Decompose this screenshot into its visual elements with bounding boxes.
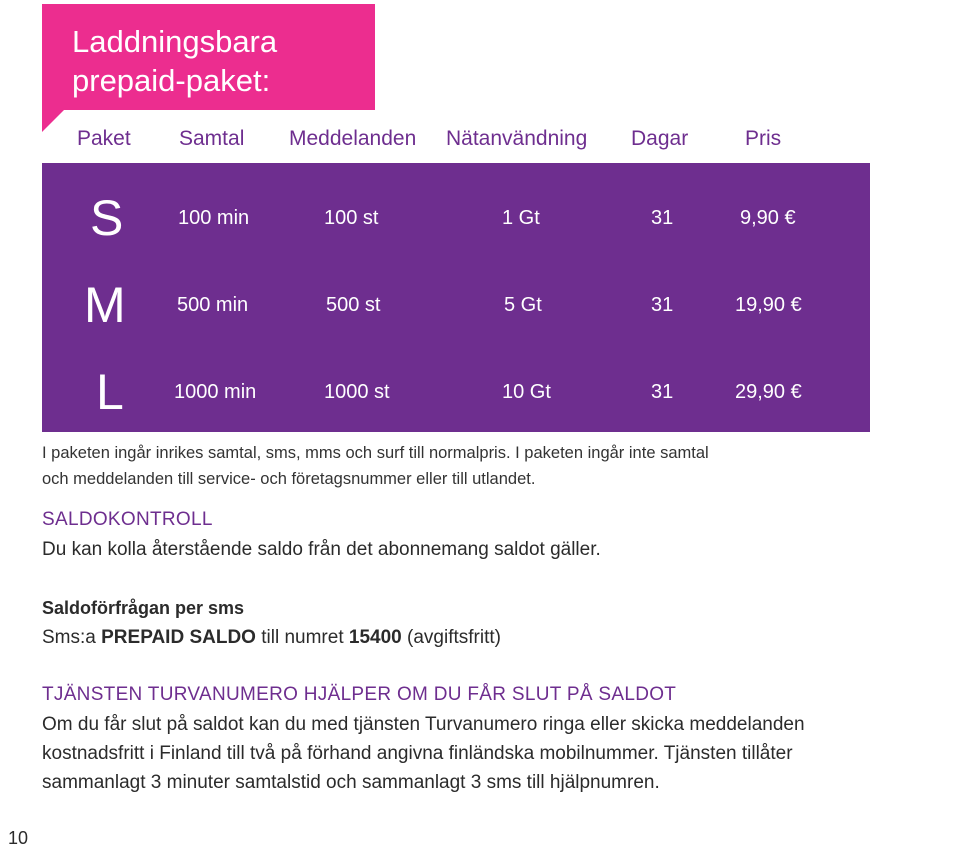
package-s-calls: 100 min (178, 207, 250, 229)
saldo-sms-instruction (42, 627, 501, 649)
package-m-label: M (84, 277, 126, 333)
package-m-price: 19,90 € (735, 294, 802, 316)
sms-number: 15400 (348, 627, 402, 648)
saldo-text: Du kan kolla återstående saldo från det abonnemang saldot gäller. (42, 539, 601, 560)
fineprint-line-2: och meddelanden till service- och företagsnummer eller till utlandet. (42, 470, 536, 488)
page-number: 10 (8, 828, 29, 848)
header-messages: Meddelanden (289, 127, 417, 150)
package-s-label: S (90, 190, 124, 246)
package-l-calls: 1000 min (174, 381, 257, 403)
header-days: Dagar (631, 127, 689, 150)
turva-heading: TJÄNSTEN TURVANUMERO HJÄLPER OM DU FÅR SLUT PÅ SALDOT (42, 684, 677, 705)
header-package: Paket (77, 127, 131, 150)
sms-middle: till numret (255, 627, 349, 648)
package-m-messages: 500 st (326, 294, 381, 316)
saldo-heading: SALDOKONTROLL (42, 509, 213, 530)
turva-line-3: sammanlagt 3 minuter samtalstid och sammanlagt 3 sms till hjälpnumren. (42, 772, 660, 793)
title-line-1: Laddningsbara (72, 24, 278, 59)
title-box (42, 4, 375, 110)
package-m-calls: 500 min (177, 294, 249, 316)
header-calls: Samtal (179, 127, 245, 150)
fineprint-line-1: I paketen ingår inrikes samtal, sms, mms och surf till normalpris. I paketen ingår inte samtal (42, 444, 709, 462)
package-m-days: 31 (651, 294, 674, 316)
turva-line-2: kostnadsfritt i Finland till två på förhand angivna finländska mobilnummer. Tjänsten tillåter (42, 743, 793, 764)
package-s-data: 1 Gt (502, 207, 540, 229)
package-l-data: 10 Gt (502, 381, 551, 403)
package-l-messages: 1000 st (324, 381, 390, 403)
package-m-data: 5 Gt (504, 294, 542, 316)
package-l-days: 31 (651, 381, 674, 403)
header-price: Pris (745, 127, 782, 150)
header-data: Nätanvändning (446, 127, 588, 150)
saldo-sms-heading: Saldoförfrågan per sms (42, 598, 245, 618)
title-line-2: prepaid-paket: (72, 63, 271, 98)
sms-suffix: (avgiftsfritt) (401, 627, 501, 648)
package-s-price: 9,90 € (740, 207, 796, 229)
package-l-label: L (96, 364, 124, 420)
package-l-price: 29,90 € (735, 381, 802, 403)
sms-keyword: PREPAID SALDO (101, 627, 256, 648)
sms-prefix: Sms:a (42, 627, 102, 648)
package-s-days: 31 (651, 207, 674, 229)
turva-line-1: Om du får slut på saldot kan du med tjänsten Turvanumero ringa eller skicka meddelanden (42, 714, 805, 735)
package-s-messages: 100 st (324, 207, 379, 229)
